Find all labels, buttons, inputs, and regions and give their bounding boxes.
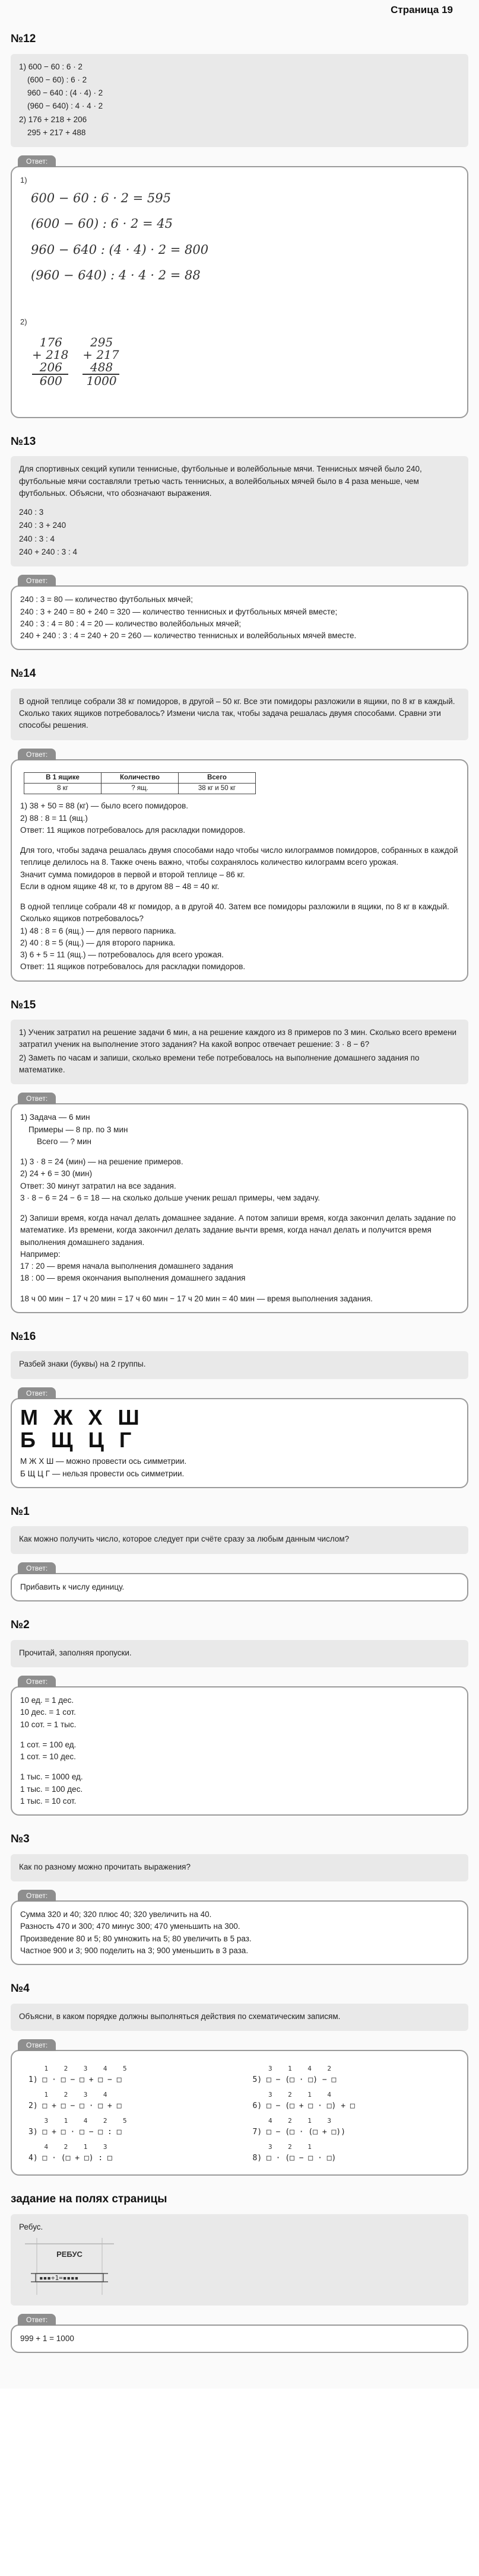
task-text: Прочитай, заполняя пропуски.: [19, 1648, 132, 1657]
answer-line: 18 : 00 — время окончания выполнения домашнего задания: [20, 1273, 246, 1283]
page-title: Страница 19: [391, 4, 453, 15]
task-text: Объясни, в каком порядке должны выполняться действия по схематическим записям.: [19, 2011, 341, 2021]
table-cell: 38 кг и 50 кг: [179, 784, 256, 794]
scheme: 1 2 3 4 2) □ + □ − □ · □ + □: [28, 2091, 122, 2110]
answer-tab: Ответ:: [18, 1562, 56, 1574]
answer-line: 1 тыс. = 10 сот.: [20, 1796, 77, 1806]
scheme: 3 1 4 2 5 3) □ + □ · □ − □ : □: [28, 2117, 127, 2136]
task-expression: 240 : 3 + 240: [19, 521, 66, 530]
answer-line: Произведение 80 и 5; 80 умножить на 5; 80 увеличить в 5 раз.: [20, 1934, 252, 1943]
answer-tab: Ответ:: [18, 749, 56, 760]
task-text: Как можно получить число, которое следует при счёте сразу за любым данным числом?: [19, 1534, 350, 1544]
task-line: 2) 176 + 218 + 206: [19, 114, 87, 124]
task-expression: 240 : 3 : 4: [19, 534, 55, 543]
answer-line: 10 дес. = 1 сот.: [20, 1708, 76, 1717]
answer-line: 2) 24 + 6 = 30 (мин): [20, 1169, 93, 1179]
margin-task-answer: [11, 2325, 468, 2353]
task-text: Ребус.: [19, 2222, 43, 2231]
question-3-answer: [11, 1900, 468, 1965]
task-text: Как по разному можно прочитать выражения?: [19, 1862, 191, 1871]
answer-line: 240 : 3 = 80 — количество футбольных мячей;: [20, 595, 193, 604]
letters-group-2: Б Щ Ц Г: [20, 1427, 137, 1452]
answer-line: 1) 38 + 50 = 88 (кг) — было всего помидоров.: [20, 801, 188, 811]
answer-line: 240 : 3 + 240 = 80 + 240 = 320 — количество теннисных и футбольных мячей вместе;: [20, 607, 338, 616]
task-text: 1) Ученик затратил на решение задачи 6 мин, а на решение каждого из 8 примеров по 3 мин. Сколько всего времени затратил ученик на выполнение этого задания? На какой вопрос отвечает решение: 3 · 8 − 6?: [19, 1028, 457, 1049]
action-order-schemes: [28, 2064, 459, 2164]
answer-tab: Ответ:: [18, 1387, 56, 1399]
question-2-box: [11, 1640, 468, 1667]
table-cell: ? ящ.: [101, 784, 179, 794]
answer-line: Прибавить к числу единицу.: [20, 1582, 125, 1591]
task-text: 2) Заметь по часам и запиши, сколько времени тебе потребовалось на выполнение домашнего задания по математике.: [19, 1053, 420, 1074]
scheme: 3 1 4 2 5) □ − (□ · □) − □: [252, 2065, 337, 2084]
answer-tab: Ответ:: [18, 1890, 56, 1902]
rebus-drawing: [25, 2238, 114, 2295]
task-14-answer: [11, 759, 468, 982]
answer-line: Если в одном ящике 48 кг, то в другом 88 − 48 = 40 кг.: [20, 881, 220, 891]
answer-line: 1 сот. = 10 дес.: [20, 1752, 76, 1762]
rebus-word: РЕБУС: [56, 2249, 83, 2259]
answer-tab: Ответ:: [18, 155, 56, 167]
handwritten-line: (960 − 640) : 4 · 4 · 2 = 88: [31, 268, 201, 282]
answer-line: 3 · 8 − 6 = 24 − 6 = 18 — на сколько дольше ученик решал примеры, чем задачу.: [20, 1193, 320, 1202]
answer-line: Всего — ? мин: [37, 1136, 91, 1146]
answer-line: 1) 3 · 8 = 24 (мин) — на решение примеров.: [20, 1157, 183, 1167]
task-16-title: №16: [11, 1330, 36, 1343]
answer-line: 2) 88 : 8 = 11 (ящ.): [20, 813, 88, 823]
answer-line: Разность 470 и 300; 470 минус 300; 470 уменьшить на 300.: [20, 1922, 240, 1931]
answer-line: 2) Запиши время, когда начал делать домашнее задание. А потом запиши время, когда закончил делать задание по математике. Из времени, когда закончил делать задание вычти время, когда начал делать и получится время выполнения домашнего задания.: [20, 1214, 456, 1247]
answer-line: Частное 900 и 3; 900 поделить на 3; 900 уменьшить в 3 раза.: [20, 1945, 249, 1955]
task-text: В одной теплице собрали 38 кг помидоров, в другой – 50 кг. Все эти помидоры разложили в ящики, по 8 кг в каждый. Сколько таких ящиков потребовалось? Измени числа так, чтобы задача решалась двумя способами. Сравни эти способы решения.: [19, 696, 455, 730]
answer-tab: Ответ:: [18, 1093, 56, 1104]
task-13-answer: [11, 585, 468, 650]
answer-line: 17 : 20 — время начала выполнения домашнего задания: [20, 1262, 233, 1271]
answer-tab: Ответ:: [18, 575, 56, 587]
answer-line: 3) 6 + 5 = 11 (ящ.) — потребовалось для всего урожая.: [20, 950, 224, 960]
question-4-title: №4: [11, 1982, 30, 1995]
svg-text:▪▪▪+1=▪▪▪▪: ▪▪▪+1=▪▪▪▪: [39, 2273, 79, 2282]
table-header: Всего: [179, 772, 256, 783]
task-15-title: №15: [11, 998, 36, 1011]
answer-line: Ответ: 30 минут затратил на все задания.: [20, 1181, 176, 1190]
handwritten-line: (600 − 60) : 6 · 2 = 45: [31, 216, 173, 231]
task-line: 1) 600 − 60 : 6 · 2: [19, 62, 83, 71]
answer-line: 10 сот. = 1 тыс.: [20, 1720, 77, 1729]
answer-line: 1 сот. = 100 ед.: [20, 1740, 77, 1749]
scheme: 1 2 3 4 5 1) □ · □ − □ + □ − □: [28, 2065, 127, 2084]
answer-part-label: 1): [20, 176, 27, 185]
task-line: (960 − 640) : 4 · 4 · 2: [27, 101, 103, 111]
answer-line: 1) 48 : 8 = 6 (ящ.) — для первого парника.: [20, 926, 176, 935]
handwritten-line: 960 − 640 : (4 · 4) · 2 = 800: [31, 242, 209, 257]
answer-line: Сумма 320 и 40; 320 плюс 40; 320 увеличить на 40.: [20, 1910, 212, 1919]
task-12-answer: [11, 166, 468, 418]
answer-line: 240 + 240 : 3 : 4 = 240 + 20 = 260 — количество теннисных и волейбольных мячей вместе.: [20, 631, 357, 641]
answer-line: В одной теплице собрали 48 кг помидор, а в другой 40. Затем все помидоры разложили в ящики, по 8 кг в каждый. Сколько ящиков потребовалось?: [20, 902, 449, 924]
scheme: 3 2 1 4 6) □ − (□ + □ · □) + □: [252, 2091, 355, 2110]
margin-task-title: задание на полях страницы: [11, 2193, 167, 2206]
answer-line: 18 ч 00 мин − 17 ч 20 мин = 17 ч 60 мин − 17 ч 20 мин = 40 мин — время выполнения задания.: [20, 1294, 373, 1303]
scheme: 3 2 1 8) □ · (□ − □ · □): [252, 2143, 337, 2163]
task-expression: 240 + 240 : 3 : 4: [19, 547, 77, 556]
answer-line: 1 тыс. = 100 дес.: [20, 1784, 83, 1794]
task-line: (600 − 60) : 6 · 2: [27, 75, 87, 84]
task-line: 295 + 217 + 488: [27, 128, 86, 137]
answer-tab: Ответ:: [18, 2039, 56, 2051]
task-16-answer: [11, 1398, 468, 1488]
answer-line: Б Щ Ц Г — нельзя провести ось симметрии.: [20, 1469, 185, 1478]
column-addition: 295 + 217 488 1000: [83, 335, 119, 388]
column-additions: [32, 336, 459, 387]
answer-line: 2) 40 : 8 = 5 (ящ.) — для второго парника.: [20, 938, 176, 947]
page-header: [7, 0, 472, 20]
task-15-box: [11, 1020, 468, 1084]
scheme: 4 2 1 3 4) □ · (□ + □) : □: [28, 2143, 112, 2163]
answer-line: Значит сумма помидоров в первой и второй теплице – 86 кг.: [20, 870, 245, 879]
question-1-box: [11, 1526, 468, 1553]
handwritten-line: 600 − 60 : 6 · 2 = 595: [31, 190, 171, 205]
table-header: Количество: [101, 772, 179, 783]
question-1-answer: [11, 1573, 468, 1601]
letters-group-1: М Ж Х Ш: [20, 1405, 144, 1429]
scheme: 4 2 1 3 7) □ − (□ · (□ + □)): [252, 2117, 346, 2136]
answer-line: 1) Задача — 6 мин: [20, 1113, 90, 1122]
table-header: В 1 ящике: [24, 772, 101, 783]
short-condition-table: [24, 772, 256, 795]
answer-line: Для того, чтобы задача решалась двумя способами надо чтобы число килограммов помидоров, собранных в каждой теплице делилось на 8. Также очень важно, чтобы сохранялось количество килограмм всего урожая.: [20, 846, 458, 867]
answer-line: 240 : 3 : 4 = 80 : 4 = 20 — количество волейбольных мячей;: [20, 619, 242, 628]
question-4-box: [11, 2004, 468, 2031]
task-12-box: [11, 54, 468, 148]
question-3-title: №3: [11, 1833, 30, 1846]
answer-line: Ответ: 11 ящиков потребовалось для раскладки помидоров.: [20, 962, 246, 972]
question-4-answer: [11, 2050, 468, 2176]
task-16-box: [11, 1351, 468, 1378]
task-line: 960 − 640 : (4 · 4) · 2: [27, 88, 103, 97]
question-2-title: №2: [11, 1619, 30, 1632]
answer-line: Примеры — 8 пр. по 3 мин: [28, 1125, 128, 1134]
answer-line: Например:: [20, 1249, 61, 1259]
answer-tab: Ответ:: [18, 2314, 56, 2326]
margin-task-box: [11, 2214, 468, 2306]
answer-tab: Ответ:: [18, 1676, 56, 1687]
task-14-title: №14: [11, 667, 36, 680]
task-13-title: №13: [11, 435, 36, 448]
column-addition: 176 + 218 206 600: [32, 335, 69, 388]
answer-line: 999 + 1 = 1000: [20, 2334, 74, 2343]
table-cell: 8 кг: [24, 784, 101, 794]
answer-line: М Ж Х Ш — можно провести ось симметрии.: [20, 1457, 187, 1466]
task-13-box: [11, 456, 468, 566]
task-14-box: [11, 689, 468, 740]
task-text: Разбей знаки (буквы) на 2 группы.: [19, 1359, 146, 1369]
answer-line: Ответ: 11 ящиков потребовалось для раскладки помидоров.: [20, 825, 246, 835]
answer-part-label: 2): [20, 317, 27, 327]
answer-line: 1 тыс. = 1000 ед.: [20, 1772, 83, 1782]
task-15-answer: [11, 1103, 468, 1313]
task-12-title: №12: [11, 33, 36, 45]
question-1-title: №1: [11, 1505, 30, 1518]
rebus-picture: [25, 2238, 114, 2295]
question-2-answer: [11, 1686, 468, 1816]
task-expression: 240 : 3: [19, 508, 44, 517]
task-text: Для спортивных секций купили теннисные, футбольные и волейбольные мячи. Теннисных мячей было 240, футбольные мячи составляли третью часть теннисных, а волейбольных мячей было в 4 раза меньше, чем футбольных. Объясни, что обозначают выражения.: [19, 464, 422, 498]
question-3-box: [11, 1854, 468, 1881]
answer-line: 10 ед. = 1 дес.: [20, 1696, 74, 1705]
